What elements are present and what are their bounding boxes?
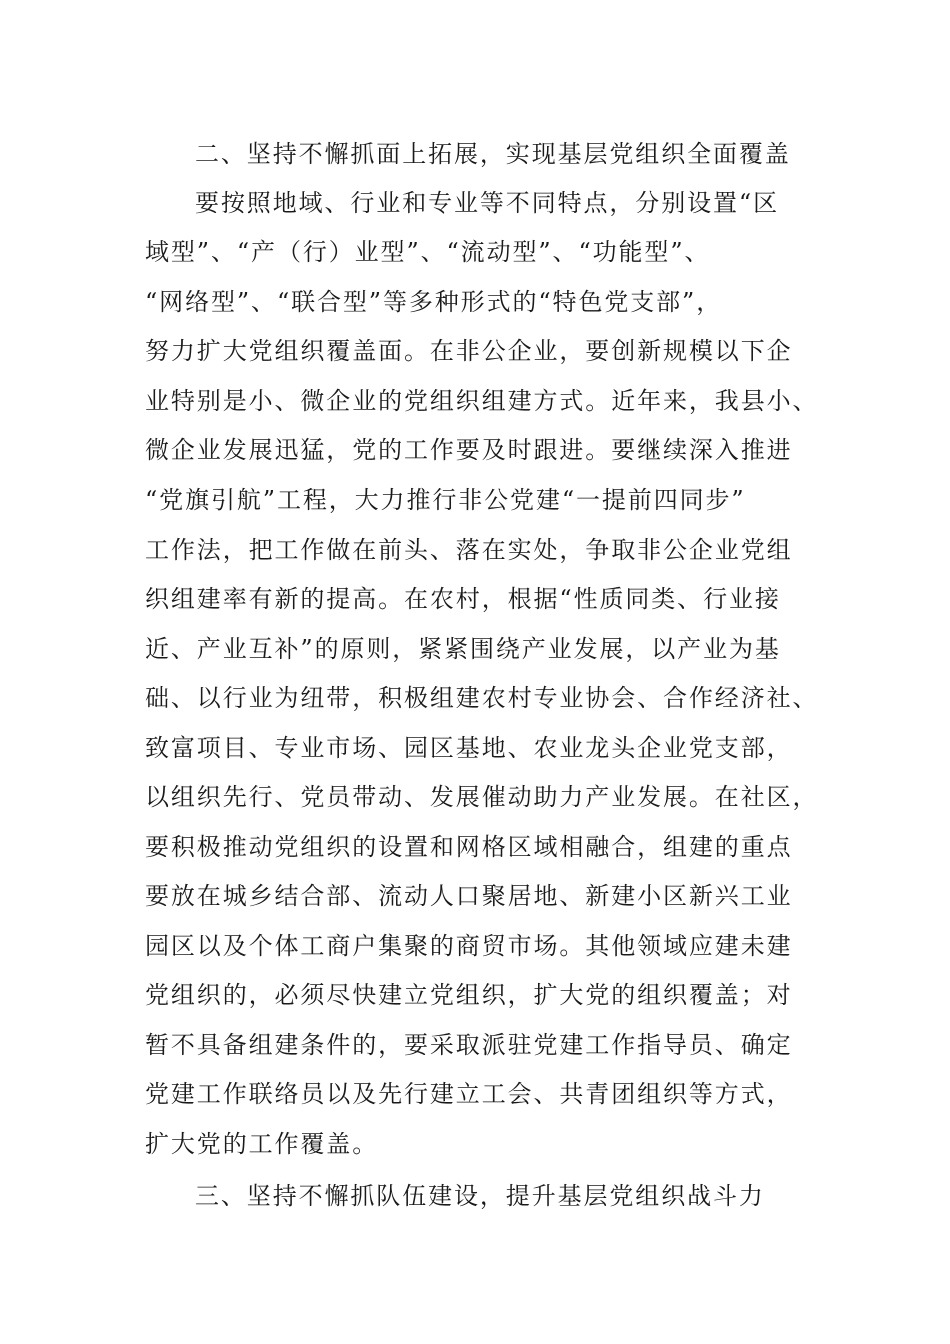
paragraph-line: “网络型”、“联合型”等多种形式的“特色党支部”，: [145, 288, 723, 316]
paragraph-line: 以组织先行、党员带动、发展催动助力产业发展。在社区，: [145, 783, 819, 811]
paragraph-line: 工作法，把工作做在前头、落在实处，争取非公企业党组: [145, 536, 793, 564]
paragraph-line: 织组建率有新的提高。在农村，根据“性质同类、行业接: [145, 585, 781, 613]
paragraph-line: 园区以及个体工商户集聚的商贸市场。其他领域应建未建: [145, 932, 793, 960]
paragraph-line: 努力扩大党组织覆盖面。在非公企业，要创新规模以下企: [145, 337, 793, 365]
paragraph-line: 要按照地域、行业和专业等不同特点，分别设置“区: [195, 189, 779, 217]
paragraph-line: 致富项目、专业市场、园区基地、农业龙头企业党支部，: [145, 734, 793, 762]
paragraph-line: 础、以行业为纽带，积极组建农村专业协会、合作经济社、: [145, 684, 819, 712]
paragraph-line: “党旗引航”工程，大力推行非公党建“一提前四同步”: [145, 486, 746, 514]
paragraph-line: 近、产业互补”的原则，紧紧围绕产业发展，以产业为基: [145, 635, 781, 663]
paragraph-line: 党建工作联络员以及先行建立工会、共青团组织等方式，: [145, 1080, 793, 1108]
paragraph-line: 域型”、“产（行）业型”、“流动型”、“功能型”、: [145, 238, 711, 266]
paragraph-line: 党组织的，必须尽快建立党组织，扩大党的组织覆盖；对: [145, 981, 793, 1009]
paragraph-line: 微企业发展迅猛，党的工作要及时跟进。要继续深入推进: [145, 436, 793, 464]
paragraph-line: 要放在城乡结合部、流动人口聚居地、新建小区新兴工业: [145, 882, 793, 910]
section-heading: 二、坚持不懈抓面上拓展，实现基层党组织全面覆盖: [195, 140, 791, 168]
paragraph-line: 暂不具备组建条件的，要采取派驻党建工作指导员、确定: [145, 1031, 793, 1059]
section-heading: 三、坚持不懈抓队伍建设，提升基层党组织战斗力: [195, 1182, 765, 1210]
paragraph-line: 要积极推动党组织的设置和网格区域相融合，组建的重点: [145, 833, 793, 861]
paragraph-line: 扩大党的工作覆盖。: [145, 1130, 379, 1158]
paragraph-line: 业特别是小、微企业的党组织组建方式。近年来，我县小、: [145, 387, 819, 415]
